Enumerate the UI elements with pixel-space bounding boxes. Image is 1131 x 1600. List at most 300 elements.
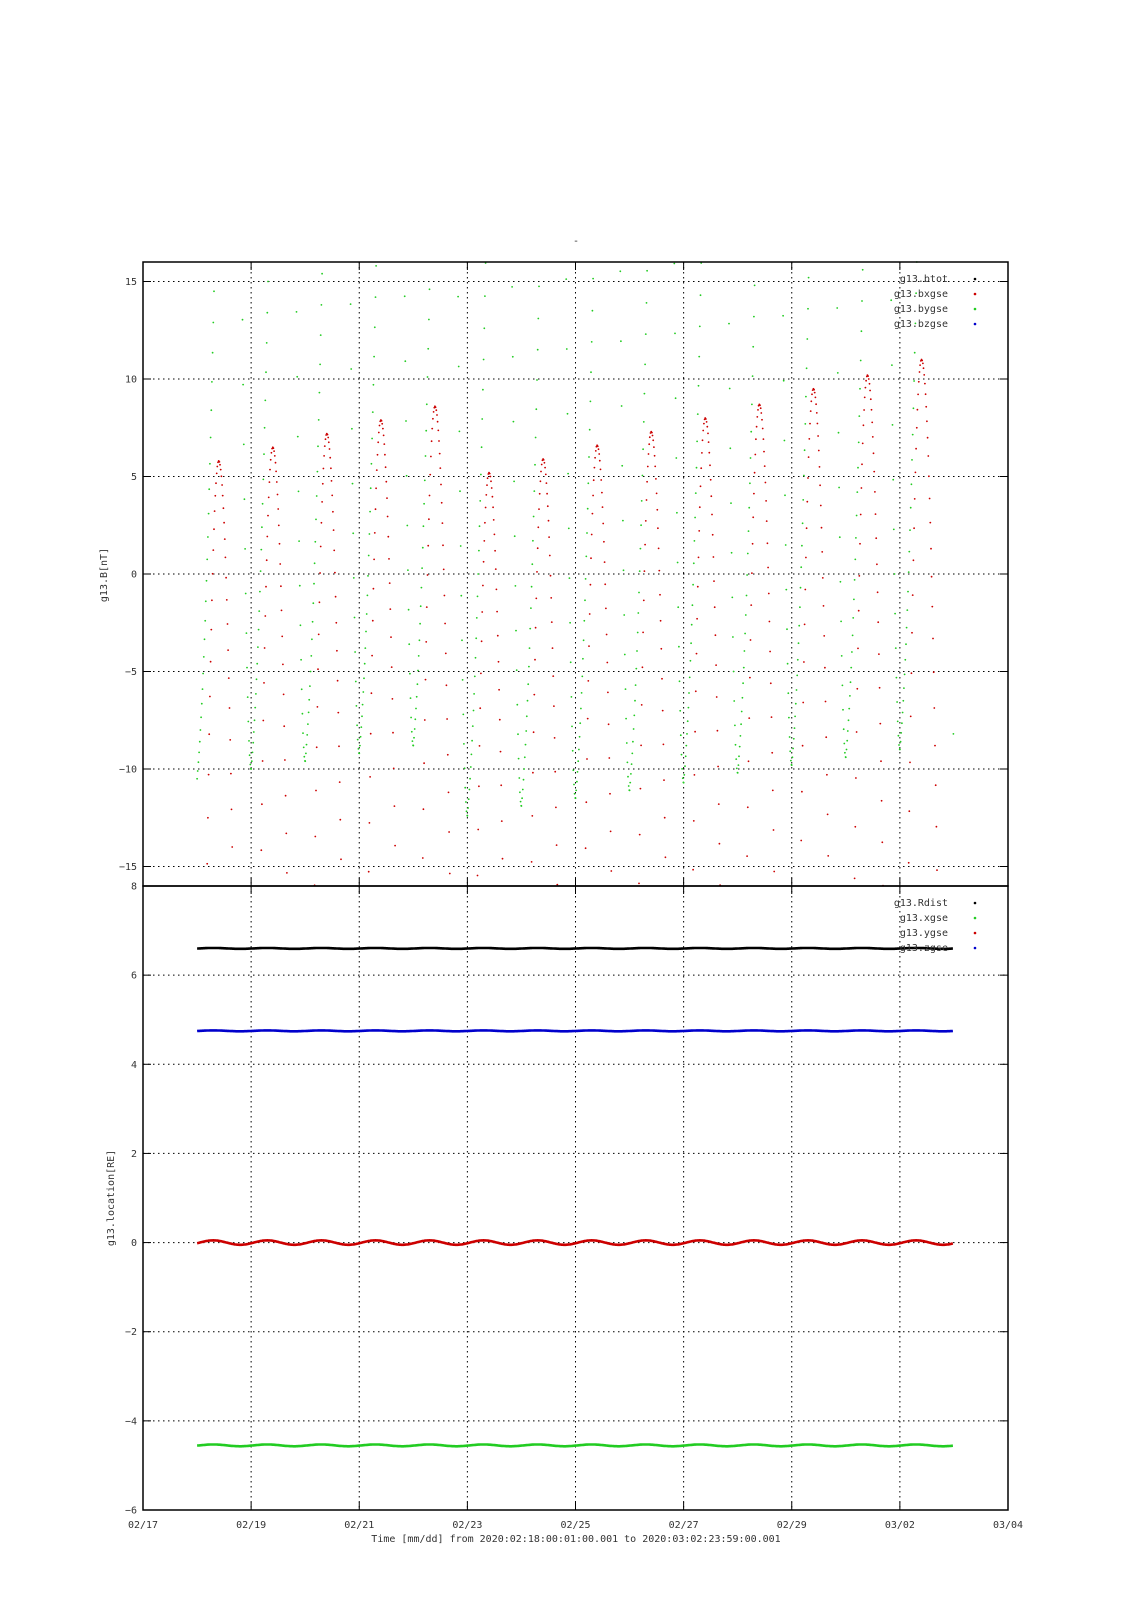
zgse-series-line <box>197 1030 953 1031</box>
bygse-point <box>575 790 577 792</box>
bxgse-point <box>854 878 856 880</box>
bxgse-point <box>592 495 594 497</box>
bygse-point <box>247 696 249 698</box>
bxgse-point <box>660 648 662 650</box>
bxgse-point <box>482 585 484 587</box>
bygse-point <box>838 432 840 434</box>
x-tick-label: 02/25 <box>560 1520 591 1531</box>
bygse-point <box>420 605 422 607</box>
bxgse-point <box>699 506 701 508</box>
bygse-point <box>360 736 362 738</box>
bxgse-point <box>389 582 391 584</box>
bxgse-point <box>219 464 221 466</box>
bygse-point <box>739 746 741 748</box>
bxgse-point <box>427 545 429 547</box>
bxgse-point <box>551 621 553 623</box>
bxgse-point <box>773 871 775 873</box>
bxgse-point <box>759 404 761 406</box>
bygse-point <box>676 512 678 514</box>
bygse-point <box>850 681 852 683</box>
bxgse-point <box>803 661 805 663</box>
bxgse-point <box>772 790 774 792</box>
bxgse-point <box>750 639 752 641</box>
bxgse-point <box>767 542 769 544</box>
bxgse-point <box>764 465 766 467</box>
bygse-point <box>198 752 200 754</box>
bxgse-point <box>336 650 338 652</box>
bxgse-point <box>273 450 275 452</box>
bygse-point <box>737 772 739 774</box>
bygse-point <box>302 732 304 734</box>
bygse-point <box>369 511 371 513</box>
bxgse-point <box>375 487 377 489</box>
bxgse-point <box>393 768 395 770</box>
bxgse-point <box>275 471 277 473</box>
bygse-point <box>307 723 309 725</box>
bygse-point <box>786 628 788 630</box>
bxgse-point <box>928 475 930 477</box>
bygse-point <box>525 744 527 746</box>
bygse-point <box>794 727 796 729</box>
bygse-point <box>213 290 215 292</box>
x-tick-label: 02/19 <box>236 1520 267 1531</box>
bygse-point <box>629 782 631 784</box>
bxgse-point <box>448 831 450 833</box>
bygse-point <box>519 791 521 793</box>
bxgse-point <box>802 702 804 704</box>
bxgse-point <box>500 784 502 786</box>
bxgse-point <box>598 448 600 450</box>
bxgse-point <box>216 473 218 475</box>
bxgse-point <box>548 536 550 538</box>
bxgse-point <box>705 418 707 420</box>
bxgse-point <box>810 400 812 402</box>
bygse-point <box>804 449 806 451</box>
bxgse-point <box>214 495 216 497</box>
bxgse-point <box>658 548 660 550</box>
bxgse-point <box>700 485 702 487</box>
bxgse-point <box>919 371 921 373</box>
bygse-point <box>697 413 699 415</box>
bygse-point <box>578 749 580 751</box>
bygse-point <box>904 674 906 676</box>
bygse-point <box>414 718 416 720</box>
bxgse-point <box>809 423 811 425</box>
bxgse-point <box>264 647 266 649</box>
bxgse-point <box>262 760 264 762</box>
bottom-grid <box>143 886 1008 1510</box>
bygse-point <box>695 492 697 494</box>
bxgse-point <box>436 414 438 416</box>
bxgse-point <box>377 441 379 443</box>
bxgse-point <box>552 647 554 649</box>
bygse-point <box>369 533 371 535</box>
bygse-point <box>852 635 854 637</box>
bxgse-point <box>284 759 286 761</box>
bxgse-point <box>546 493 548 495</box>
bygse-point <box>484 295 486 297</box>
bygse-point <box>906 627 908 629</box>
bxgse-point <box>334 572 336 574</box>
bygse-point <box>586 532 588 534</box>
bxgse-point <box>444 623 446 625</box>
bygse-point <box>850 667 852 669</box>
bxgse-point <box>694 774 696 776</box>
bygse-point <box>371 463 373 465</box>
bygse-point <box>308 699 310 701</box>
bygse-point <box>312 621 314 623</box>
bygse-point <box>513 421 515 423</box>
bxgse-point <box>207 817 209 819</box>
bxgse-point <box>424 719 426 721</box>
bxgse-point <box>927 437 929 439</box>
bxgse-point <box>649 436 651 438</box>
bygse-point <box>311 638 313 640</box>
bygse-point <box>572 769 574 771</box>
bxgse-point <box>663 779 665 781</box>
bygse-point <box>208 488 210 490</box>
bygse-point <box>623 569 625 571</box>
bygse-point <box>687 720 689 722</box>
bxgse-point <box>381 420 383 422</box>
bxgse-point <box>485 494 487 496</box>
bygse-point <box>804 423 806 425</box>
bygse-point <box>900 732 902 734</box>
bxgse-point <box>222 495 224 497</box>
bygse-point <box>298 491 300 493</box>
bxgse-point <box>492 506 494 508</box>
bygse-point <box>364 663 366 665</box>
bxgse-point <box>483 540 485 542</box>
bxgse-point <box>484 522 486 524</box>
bxgse-point <box>752 516 754 518</box>
bxgse-point <box>442 544 444 546</box>
bygse-point <box>643 421 645 423</box>
bxgse-point <box>769 621 771 623</box>
bygse-point <box>513 481 515 483</box>
bygse-point <box>264 400 266 402</box>
bxgse-point <box>914 498 916 500</box>
bygse-point <box>409 673 411 675</box>
bxgse-point <box>929 522 931 524</box>
y-tick-label: −6 <box>124 1505 137 1517</box>
bygse-point <box>360 726 362 728</box>
bygse-point <box>303 756 305 758</box>
bygse-point <box>355 681 357 683</box>
bxgse-point <box>320 546 322 548</box>
bxgse-point <box>603 541 605 543</box>
bxgse-point <box>862 443 864 445</box>
bygse-point <box>518 758 520 760</box>
bxgse-point <box>918 381 920 383</box>
bxgse-point <box>384 454 386 456</box>
bxgse-point <box>318 634 320 636</box>
bygse-point <box>264 427 266 429</box>
bxgse-point <box>771 752 773 754</box>
bygse-point <box>682 777 684 779</box>
bygse-point <box>350 368 352 370</box>
bxgse-point <box>324 445 326 447</box>
bxgse-point <box>429 495 431 497</box>
bygse-point <box>354 617 356 619</box>
bygse-point <box>898 735 900 737</box>
bygse-point <box>577 760 579 762</box>
bxgse-point <box>880 760 882 762</box>
bygse-point <box>902 700 904 702</box>
bxgse-point <box>387 516 389 518</box>
bygse-point <box>317 445 319 447</box>
bxgse-point <box>208 774 210 776</box>
bygse-point <box>903 687 905 689</box>
bxgse-point <box>591 534 593 536</box>
x-axis-ticks <box>128 1520 1023 1531</box>
bxgse-point <box>934 745 936 747</box>
bxgse-point <box>428 518 430 520</box>
bxgse-point <box>702 430 704 432</box>
bygse-point <box>412 740 414 742</box>
bxgse-point <box>767 567 769 569</box>
bxgse-point <box>765 482 767 484</box>
bygse-point <box>405 420 407 422</box>
bxgse-point <box>330 467 332 469</box>
bygse-point <box>862 269 864 271</box>
bygse-point <box>251 760 253 762</box>
bygse-point <box>303 747 305 749</box>
bxgse-point <box>664 817 666 819</box>
bygse-point <box>310 671 312 673</box>
bygse-point <box>640 524 642 526</box>
bxgse-point <box>770 682 772 684</box>
bygse-point <box>537 349 539 351</box>
y-tick-label: 0 <box>130 569 137 581</box>
bxgse-point <box>913 527 915 529</box>
bxgse-point <box>661 678 663 680</box>
bxgse-point <box>697 586 699 588</box>
bygse-point <box>911 459 913 461</box>
bygse-point <box>571 696 573 698</box>
bxgse-point <box>818 450 820 452</box>
bxgse-point <box>692 869 694 871</box>
bygse-point <box>796 675 798 677</box>
bygse-point <box>848 708 850 710</box>
bxgse-point <box>763 438 765 440</box>
bygse-point <box>621 465 623 467</box>
bxgse-point <box>332 511 334 513</box>
bxgse-point <box>373 559 375 561</box>
bxgse-point <box>269 469 271 471</box>
bygse-point <box>636 650 638 652</box>
bxgse-point <box>261 803 263 805</box>
bygse-point <box>423 525 425 527</box>
bxgse-point <box>550 575 552 577</box>
bygse-point <box>253 731 255 733</box>
legend-marker <box>974 902 977 905</box>
bxgse-point <box>872 436 874 438</box>
bygse-point <box>744 633 746 635</box>
bxgse-point <box>327 437 329 439</box>
bygse-point <box>861 330 863 332</box>
bxgse-point <box>861 463 863 465</box>
bygse-point <box>675 397 677 399</box>
bxgse-point <box>370 733 372 735</box>
bygse-point <box>252 752 254 754</box>
top-y-ticks <box>119 277 137 873</box>
bygse-point <box>787 663 789 665</box>
bygse-point <box>410 717 412 719</box>
bygse-point <box>418 655 420 657</box>
bygse-point <box>297 436 299 438</box>
bxgse-point <box>283 694 285 696</box>
bygse-point <box>728 323 730 325</box>
bygse-point <box>784 494 786 496</box>
bxgse-point <box>709 464 711 466</box>
bxgse-point <box>556 884 558 886</box>
bxgse-point <box>718 803 720 805</box>
bygse-point <box>482 389 484 391</box>
bygse-point <box>479 525 481 527</box>
legend-marker <box>974 947 977 950</box>
bygse-point <box>732 636 734 638</box>
bxgse-point <box>499 719 501 721</box>
bygse-point <box>679 710 681 712</box>
bygse-point <box>362 691 364 693</box>
bxgse-point <box>231 846 233 848</box>
bygse-point <box>913 407 915 409</box>
bygse-point <box>464 787 466 789</box>
bygse-point <box>475 637 477 639</box>
bxgse-point <box>539 493 541 495</box>
bygse-point <box>266 312 268 314</box>
bxgse-point <box>825 701 827 703</box>
bxgse-point <box>534 659 536 661</box>
bxgse-point <box>654 466 656 468</box>
bxgse-point <box>442 522 444 524</box>
bygse-point <box>534 464 536 466</box>
bygse-point <box>585 556 587 558</box>
bygse-point <box>373 384 375 386</box>
bxgse-point <box>701 452 703 454</box>
bxgse-point <box>439 453 441 455</box>
bxgse-point <box>329 448 331 450</box>
bygse-point <box>684 765 686 767</box>
bxgse-point <box>703 423 705 425</box>
bygse-point <box>419 639 421 641</box>
bxgse-point <box>493 519 495 521</box>
bygse-point <box>735 758 737 760</box>
bygse-point <box>789 736 791 738</box>
y-tick-label: 6 <box>130 970 137 982</box>
bxgse-point <box>215 482 217 484</box>
bygse-point <box>352 532 354 534</box>
bygse-point <box>806 338 808 340</box>
bygse-point <box>304 760 306 762</box>
bxgse-point <box>544 467 546 469</box>
bxgse-point <box>641 704 643 706</box>
bxgse-point <box>339 781 341 783</box>
bxgse-point <box>813 389 815 391</box>
bygse-point <box>914 352 916 354</box>
bygse-point <box>208 513 210 515</box>
bygse-point <box>527 700 529 702</box>
bygse-point <box>306 734 308 736</box>
bygse-point <box>690 660 692 662</box>
bxgse-point <box>659 594 661 596</box>
bygse-point <box>743 667 745 669</box>
bygse-point <box>196 778 198 780</box>
bygse-point <box>680 734 682 736</box>
bxgse-point <box>544 462 546 464</box>
bxgse-point <box>283 725 285 727</box>
bxgse-point <box>540 480 542 482</box>
bxgse-point <box>378 432 380 434</box>
bxgse-point <box>912 594 914 596</box>
bxgse-point <box>824 667 826 669</box>
bxgse-point <box>663 744 665 746</box>
bygse-point <box>580 708 582 710</box>
bxgse-point <box>337 680 339 682</box>
bxgse-point <box>765 500 767 502</box>
bygse-point <box>362 704 364 706</box>
bygse-point <box>352 483 354 485</box>
bxgse-point <box>748 760 750 762</box>
bxgse-point <box>262 720 264 722</box>
bxgse-point <box>865 387 867 389</box>
bxgse-point <box>917 394 919 396</box>
bottom-y-axis-label: g13.location[RE] <box>106 1149 117 1247</box>
bygse-point <box>319 364 321 366</box>
bxgse-point <box>931 606 933 608</box>
bxgse-point <box>915 448 917 450</box>
bxgse-point <box>713 580 715 582</box>
bygse-point <box>911 483 913 485</box>
bxgse-point <box>369 776 371 778</box>
bygse-point <box>631 763 633 765</box>
y-tick-label: −10 <box>118 764 137 776</box>
bygse-point <box>200 729 202 731</box>
bxgse-point <box>556 844 558 846</box>
bxgse-point <box>911 672 913 674</box>
bygse-point <box>570 661 572 663</box>
bygse-point <box>840 621 842 623</box>
bxgse-point <box>927 455 929 457</box>
bygse-point <box>953 733 955 735</box>
bygse-point <box>516 669 518 671</box>
bygse-point <box>783 380 785 382</box>
bxgse-point <box>494 550 496 552</box>
bygse-point <box>472 725 474 727</box>
bygse-point <box>259 591 261 593</box>
bxgse-point <box>875 537 877 539</box>
bxgse-point <box>444 595 446 597</box>
bxgse-point <box>213 528 215 530</box>
bxgse-point <box>747 806 749 808</box>
bygse-point <box>730 502 732 504</box>
bygse-point <box>473 710 475 712</box>
bygse-point <box>789 750 791 752</box>
bygse-point <box>474 676 476 678</box>
bxgse-point <box>226 599 228 601</box>
bxgse-point <box>754 454 756 456</box>
bygse-point <box>206 559 208 561</box>
bygse-point <box>210 437 212 439</box>
bygse-point <box>533 490 535 492</box>
bygse-point <box>518 777 520 779</box>
bxgse-point <box>605 608 607 610</box>
bygse-point <box>523 779 525 781</box>
bxgse-point <box>695 690 697 692</box>
bygse-point <box>847 730 849 732</box>
bygse-point <box>750 431 752 433</box>
